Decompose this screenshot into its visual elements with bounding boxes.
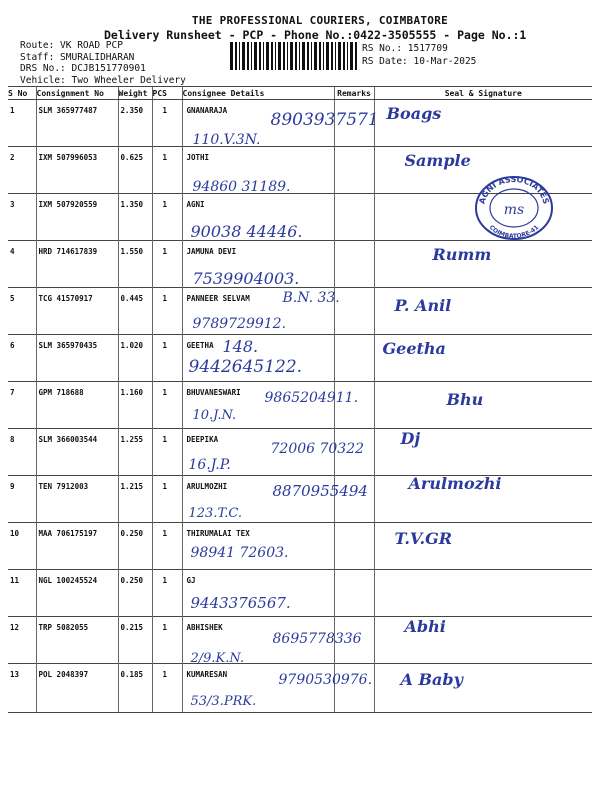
consignee-details <box>182 100 379 148</box>
remarks-cell <box>334 288 374 335</box>
pieces-count: 1 <box>152 617 182 664</box>
serial-number: 1 <box>8 100 36 147</box>
handwritten-signature: Dj <box>400 429 421 448</box>
consignment-number: SLM 365977487 <box>36 100 118 147</box>
barcode-icon <box>230 42 358 70</box>
consignee-name: PANNEER SELVAM <box>186 294 250 303</box>
barcode-bar <box>271 42 273 70</box>
serial-number: 13 <box>8 664 36 713</box>
handwritten-note: 9789729912. <box>192 316 287 332</box>
table-row <box>8 100 592 147</box>
consignee-name: GEETHA <box>186 341 214 350</box>
handwritten-note: 148. <box>222 337 259 356</box>
consignee-name: DEEPIKA <box>186 435 219 444</box>
consignment-number: POL 2048397 <box>36 664 118 713</box>
pieces-count: 1 <box>152 335 182 382</box>
pieces-count: 1 <box>152 429 182 476</box>
barcode-bar <box>314 42 317 70</box>
pieces-count: 1 <box>152 241 182 288</box>
barcode-bar <box>251 42 252 70</box>
weight-value: 0.445 <box>118 288 152 335</box>
remarks-cell <box>334 523 374 570</box>
weight-value: 1.020 <box>118 335 152 382</box>
pieces-count: 1 <box>152 382 182 429</box>
barcode-bar <box>287 42 288 70</box>
pieces-count: 1 <box>152 194 182 241</box>
consignee-name: GJ <box>186 576 196 585</box>
pieces-count: 1 <box>152 147 182 194</box>
serial-number: 6 <box>8 335 36 382</box>
barcode-bar <box>347 42 348 70</box>
handwritten-note: 94860 31189. <box>192 179 291 195</box>
barcode-bar <box>290 42 293 70</box>
serial-number: 4 <box>8 241 36 288</box>
column-header: S No <box>8 87 36 100</box>
pieces-count: 1 <box>152 523 182 570</box>
column-header: Consignee Details <box>182 87 334 100</box>
drs-number: DRS No.: DCJB151770901 <box>20 63 146 74</box>
consignee-details <box>182 147 334 194</box>
signature-cell <box>374 100 592 147</box>
weight-value: 0.625 <box>118 147 152 194</box>
remarks-cell <box>334 570 374 617</box>
barcode-bar <box>275 42 276 70</box>
signature-cell <box>374 617 592 664</box>
column-header: PCS <box>152 87 182 100</box>
signature-cell <box>374 570 592 617</box>
consignee-details <box>182 288 340 335</box>
consignee-name: ABHISHEK <box>186 623 223 632</box>
handwritten-note: 9865204911. <box>264 390 359 406</box>
barcode-bar <box>323 42 324 70</box>
barcode-bar <box>239 42 240 70</box>
handwritten-signature: Arulmozhi <box>408 474 502 493</box>
consignment-number: TEN 7912003 <box>36 476 118 523</box>
signature-cell <box>374 476 592 523</box>
barcode-bar <box>247 42 249 70</box>
remarks-cell <box>334 664 374 713</box>
barcode-bar <box>235 42 237 70</box>
consignee-details <box>182 194 334 241</box>
pieces-count: 1 <box>152 288 182 335</box>
barcode-bar <box>338 42 341 70</box>
table-row <box>8 241 592 288</box>
consignment-number: MAA 706175197 <box>36 523 118 570</box>
barcode-bar <box>343 42 345 70</box>
serial-number: 8 <box>8 429 36 476</box>
signature-cell <box>374 335 592 382</box>
handwritten-signature: Boags <box>386 104 442 123</box>
company-seal-stamp <box>470 172 558 242</box>
barcode-bar <box>283 42 285 70</box>
svg-text:AGNI ASSOCIATES <box>477 175 550 205</box>
handwritten-note: 9443376567. <box>190 594 291 612</box>
table-row <box>8 476 592 523</box>
consignee-name: BHUVANESWARI <box>186 388 241 397</box>
stamp-bottom-text: COIMBATORE-41 <box>487 224 541 241</box>
table-row <box>8 570 592 617</box>
consignment-number: SLM 365970435 <box>36 335 118 382</box>
handwritten-signature: T.V.GR <box>394 529 453 548</box>
handwritten-note: 72006 70322 <box>270 441 365 457</box>
pieces-count: 1 <box>152 664 182 713</box>
table-row <box>8 617 592 664</box>
consignee-name: ARULMOZHI <box>186 482 228 491</box>
weight-value: 0.250 <box>118 523 152 570</box>
handwritten-note: B.N. 33. <box>282 290 340 306</box>
consignee-details <box>182 476 368 523</box>
consignment-number: IXM 507996053 <box>36 147 118 194</box>
barcode-bar <box>331 42 333 70</box>
barcode-bar <box>266 42 269 70</box>
handwritten-note: 2/9.K.N. <box>190 651 245 666</box>
handwritten-note: 10.J.N. <box>192 408 237 423</box>
consignee-details <box>182 382 359 429</box>
handwritten-signature: Rumm <box>432 245 492 264</box>
serial-number: 2 <box>8 147 36 194</box>
handwritten-note: 9790530976. <box>278 672 373 688</box>
weight-value: 0.250 <box>118 570 152 617</box>
consignment-number: NGL 100245524 <box>36 570 118 617</box>
handwritten-signature: Abhi <box>404 617 446 636</box>
stamp-top-text: AGNI ASSOCIATES <box>477 174 551 205</box>
handwritten-note: 90038 44446. <box>190 222 303 241</box>
consignee-details <box>182 241 334 288</box>
signature-cell <box>374 288 592 335</box>
signature-cell <box>374 523 592 570</box>
consignee-details <box>182 570 334 617</box>
staff-label: Staff: SMURALIDHARAN <box>20 52 135 63</box>
remarks-cell <box>334 241 374 288</box>
handwritten-note: 8870955494 <box>272 482 368 500</box>
barcode-bar <box>242 42 245 70</box>
barcode-bar <box>230 42 233 70</box>
handwritten-note: 110.V.3N. <box>192 132 261 148</box>
weight-value: 1.255 <box>118 429 152 476</box>
table-row <box>8 523 592 570</box>
pieces-count: 1 <box>152 570 182 617</box>
weight-value: 1.350 <box>118 194 152 241</box>
serial-number: 3 <box>8 194 36 241</box>
weight-value: 1.215 <box>118 476 152 523</box>
weight-value: 1.550 <box>118 241 152 288</box>
consignment-number: IXM 507920559 <box>36 194 118 241</box>
barcode-bar <box>278 42 281 70</box>
consignment-number: HRD 714617839 <box>36 241 118 288</box>
barcode-bar <box>307 42 309 70</box>
handwritten-note: 123.T.C. <box>188 506 242 521</box>
table-row <box>8 335 592 382</box>
consignee-details <box>182 664 373 713</box>
table-header-row <box>8 87 592 100</box>
serial-number: 12 <box>8 617 36 664</box>
remarks-cell <box>334 335 374 382</box>
table-row <box>8 664 592 713</box>
pieces-count: 1 <box>152 476 182 523</box>
stamp-signature: ms <box>503 202 525 218</box>
handwritten-note: 8695778336 <box>272 631 362 647</box>
signature-cell <box>374 664 592 713</box>
rs-date: RS Date: 10-Mar-2025 <box>362 56 477 67</box>
consignee-details <box>182 335 334 382</box>
remarks-cell <box>334 147 374 194</box>
consignee-details <box>182 617 362 666</box>
consignment-number: TRP 5082055 <box>36 617 118 664</box>
consignee-name: AGNI <box>186 200 205 209</box>
handwritten-note: 7539904003. <box>192 269 300 288</box>
handwritten-signature: Bhu <box>446 390 484 409</box>
serial-number: 9 <box>8 476 36 523</box>
weight-value: 0.215 <box>118 617 152 664</box>
barcode-bar <box>295 42 297 70</box>
handwritten-signature: Geetha <box>382 339 446 358</box>
column-header: Remarks <box>334 87 374 100</box>
serial-number: 5 <box>8 288 36 335</box>
handwritten-signature: Sample <box>404 151 471 170</box>
handwritten-signature: A Baby <box>400 670 463 689</box>
barcode-bar <box>302 42 305 70</box>
barcode-bar <box>335 42 336 70</box>
handwritten-note: 16.J.P. <box>188 457 231 473</box>
barcode-bar <box>311 42 312 70</box>
weight-value: 1.160 <box>118 382 152 429</box>
column-header: Seal & Signature <box>374 87 592 100</box>
handwritten-note: 53/3.PRK. <box>190 694 257 709</box>
table-row <box>8 429 592 476</box>
table-row <box>8 382 592 429</box>
serial-number: 7 <box>8 382 36 429</box>
signature-cell <box>374 241 592 288</box>
signature-cell <box>374 429 592 476</box>
barcode-bar <box>263 42 264 70</box>
runsheet-title: Delivery Runsheet - PCP - Phone No.:0422-3505555 - Page No.:1 <box>104 28 527 42</box>
serial-number: 10 <box>8 523 36 570</box>
serial-number: 11 <box>8 570 36 617</box>
rs-number: RS No.: 1517709 <box>362 43 448 54</box>
barcode-bar <box>299 42 300 70</box>
consignment-number: GPM 718688 <box>36 382 118 429</box>
column-header: Consignment No <box>36 87 118 100</box>
company-name: THE PROFESSIONAL COURIERS, COIMBATORE <box>191 14 449 27</box>
remarks-cell <box>334 194 374 241</box>
route-label: Route: VK ROAD PCP <box>20 40 123 51</box>
barcode-bar <box>355 42 357 70</box>
weight-value: 0.185 <box>118 664 152 713</box>
handwritten-signature: P. Anil <box>394 296 452 315</box>
consignee-name: KUMARESAN <box>186 670 228 679</box>
consignee-details <box>182 523 334 570</box>
barcode-bar <box>254 42 257 70</box>
column-header: Weight <box>118 87 152 100</box>
consignee-name: JAMUNA DEVI <box>186 247 237 256</box>
consignee-name: JOTHI <box>186 153 210 162</box>
barcode-bar <box>326 42 329 70</box>
consignment-number: SLM 366003544 <box>36 429 118 476</box>
consignment-number: TCG 41570917 <box>36 288 118 335</box>
handwritten-note: 98941 72603. <box>190 545 289 561</box>
barcode-bar <box>350 42 353 70</box>
handwritten-note: 9442645122. <box>188 357 303 377</box>
pieces-count: 1 <box>152 100 182 147</box>
consignee-details <box>182 429 365 476</box>
table-row <box>8 288 592 335</box>
signature-cell <box>374 382 592 429</box>
vehicle-label: Vehicle: Two Wheeler Delivery <box>20 75 186 86</box>
consignee-name: GNANARAJA <box>186 106 228 115</box>
weight-value: 2.350 <box>118 100 152 147</box>
consignee-name: THIRUMALAI TEX <box>186 529 250 538</box>
handwritten-note: 8903937571 <box>270 110 379 130</box>
barcode-bar <box>319 42 321 70</box>
barcode-bar <box>259 42 261 70</box>
